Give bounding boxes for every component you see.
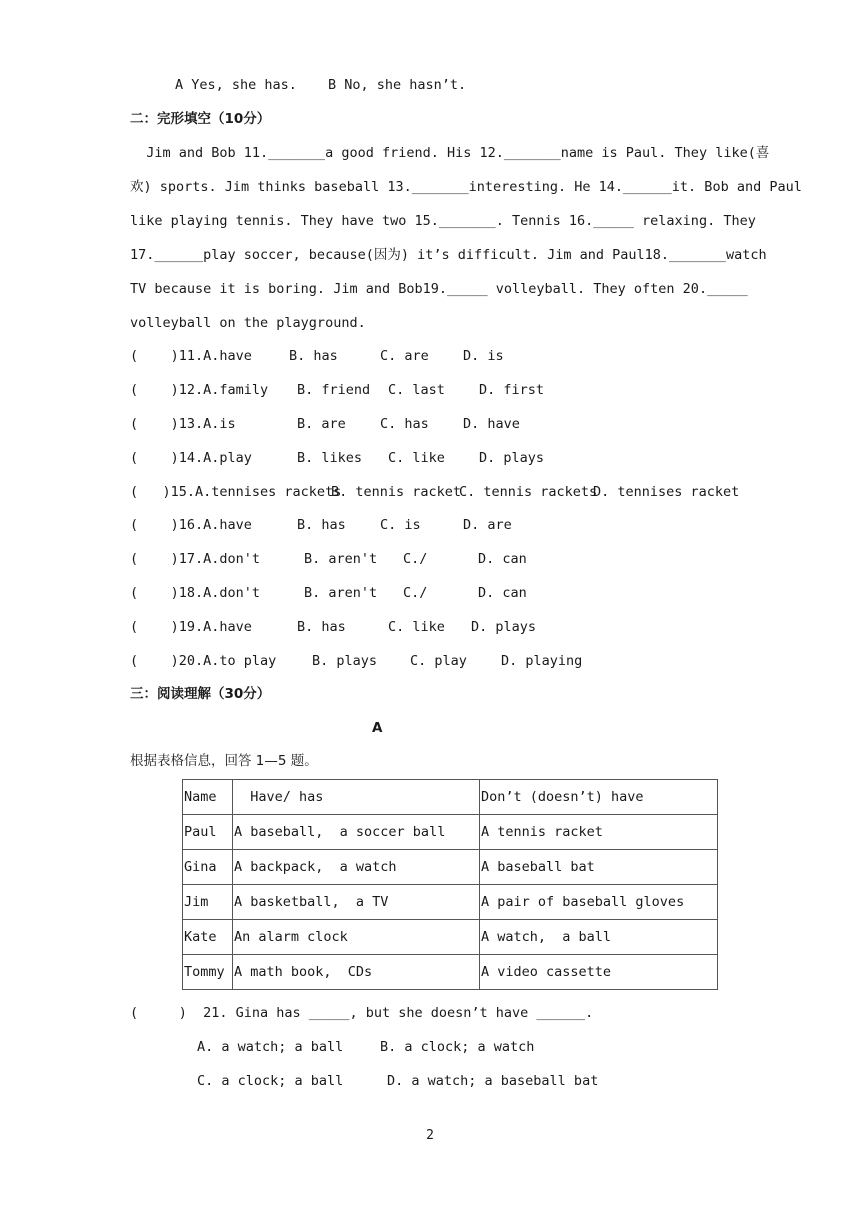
choice-d: D. tennises racket [593, 484, 740, 500]
choice-b: B. aren't [304, 585, 378, 601]
question-stem: ( )19.A.have [130, 619, 252, 635]
choice-d: D. plays [479, 450, 545, 466]
table-row [183, 815, 718, 850]
section-heading-cloze: 二：完形填空（10分） [130, 111, 271, 127]
table-cell: A watch, a ball [480, 920, 718, 955]
choice-c: C. a clock; a ball [197, 1073, 344, 1089]
choice-c: C. like [388, 450, 445, 466]
choice-b: B. friend [297, 382, 371, 398]
table-cell: A basketball, a TV [233, 885, 480, 920]
table-cell: Gina [183, 850, 233, 885]
choice-b: B. a clock; a watch [380, 1039, 535, 1055]
table-cell: Jim [183, 885, 233, 920]
choice-b: B. plays [312, 653, 378, 669]
table-cell: A backpack, a watch [233, 850, 480, 885]
table-cell: A baseball, a soccer ball [233, 815, 480, 850]
choice-b: B. has [297, 517, 346, 533]
table-row [183, 955, 718, 990]
table-cell: A math book, CDs [233, 955, 480, 990]
table-cell: A tennis racket [480, 815, 718, 850]
option-a: A Yes, she has. [175, 77, 297, 93]
choice-b: B. are [297, 416, 346, 432]
choice-b: B. likes [297, 450, 363, 466]
question-stem: ( )20.A.to play [130, 653, 277, 669]
choice-b: B. tennis racket [331, 484, 462, 500]
choice-d: D. can [478, 585, 527, 601]
choice-d: D. plays [471, 619, 537, 635]
choice-b: B. aren't [304, 551, 378, 567]
choice-d: D. are [463, 517, 512, 533]
question-stem: ( )13.A.is [130, 416, 236, 432]
passage-line: TV because it is boring. Jim and Bob19._____ volleyball. They often 20._____ [130, 281, 748, 297]
question-stem: ( )15.A.tennises rackets [130, 484, 342, 500]
choice-c: C. last [388, 382, 445, 398]
table-cell: A pair of baseball gloves [480, 885, 718, 920]
choice-c: C. tennis rackets [459, 484, 598, 500]
table-row [183, 920, 718, 955]
table-row [183, 885, 718, 920]
table-header-row [183, 780, 718, 815]
choice-c: C./ [403, 551, 428, 567]
table-cell: Tommy [183, 955, 233, 990]
table-cell: Paul [183, 815, 233, 850]
section-heading-reading: 三：阅读理解（30分） [130, 686, 271, 702]
header-cell: Don’t (doesn’t) have [480, 780, 718, 815]
info-table [182, 779, 718, 990]
passage-line: like playing tennis. They have two 15._______. Tennis 16._____ relaxing. They [130, 213, 756, 229]
passage-line: Jim and Bob 11._______a good friend. His 12._______name is Paul. They like(喜 [130, 145, 770, 161]
choice-c: C. is [380, 517, 421, 533]
passage-line: 欢) sports. Jim thinks baseball 13._______interesting. He 14.______it. Bob and Paul [130, 179, 802, 195]
table-cell: An alarm clock [233, 920, 480, 955]
choice-d: D. is [463, 348, 504, 364]
table-cell: Kate [183, 920, 233, 955]
page-number: 2 [426, 1128, 434, 1143]
choice-d: D. first [479, 382, 545, 398]
option-b: B No, she hasn’t. [328, 77, 467, 93]
instruction: 根据表格信息，回答 1—5 题。 [130, 753, 318, 769]
table-cell: A video cassette [480, 955, 718, 990]
choice-b: B. has [297, 619, 346, 635]
question-stem: ( )11.A.have [130, 348, 252, 364]
choice-d: D. playing [501, 653, 583, 669]
choice-c: C./ [403, 585, 428, 601]
choice-c: C. play [410, 653, 467, 669]
choice-d: D. a watch; a baseball bat [387, 1073, 599, 1089]
table-row [183, 850, 718, 885]
table-cell: A baseball bat [480, 850, 718, 885]
question-stem: ( )17.A.don't [130, 551, 261, 567]
header-cell: Name [183, 780, 233, 815]
choice-d: D. can [478, 551, 527, 567]
choice-c: C. has [380, 416, 429, 432]
question-stem: ( )12.A.family [130, 382, 269, 398]
choice-c: C. are [380, 348, 429, 364]
choice-b: B. has [289, 348, 338, 364]
passage-line: volleyball on the playground. [130, 315, 366, 331]
question-stem: ( )14.A.play [130, 450, 252, 466]
question-21-stem: ( ) 21. Gina has _____, but she doesn’t have ______. [130, 1005, 594, 1021]
choice-c: C. like [388, 619, 445, 635]
part-label: A [372, 720, 383, 736]
choice-d: D. have [463, 416, 520, 432]
header-cell: Have/ has [233, 780, 480, 815]
choice-a: A. a watch; a ball [197, 1039, 344, 1055]
question-stem: ( )18.A.don't [130, 585, 261, 601]
question-stem: ( )16.A.have [130, 517, 252, 533]
passage-line: 17.______play soccer, because(因为) it’s difficult. Jim and Paul18._______watch [130, 247, 767, 263]
